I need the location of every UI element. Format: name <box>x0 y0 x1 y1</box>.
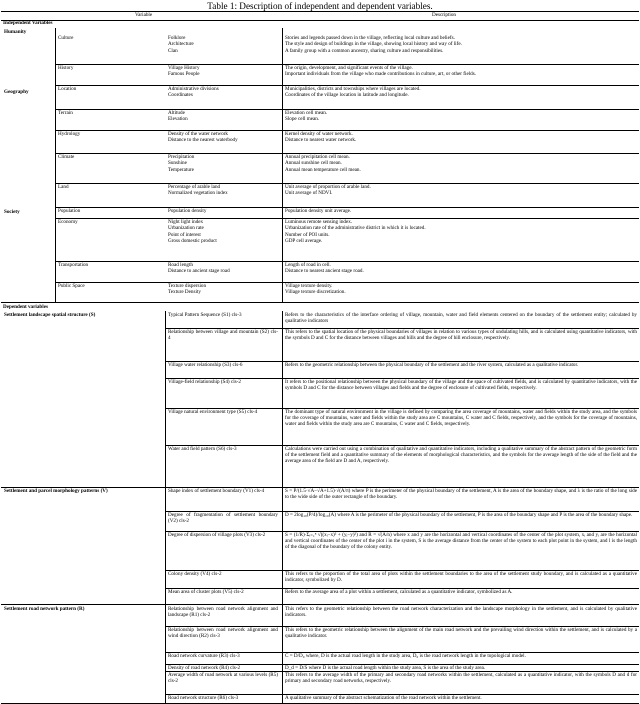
s-name-cell: Village natural environment type (S5) cls-4 <box>168 409 258 415</box>
v-description-cell: S = P/(1.5·√A−√A+1.5)·√(A/π) where P is the perimeter of the physical boundary of the settlement, A is the area of the boundary shape, and λ is the ratio of the long side to the wide side of the outer rectangle of the boundary. <box>285 488 637 501</box>
s-description-cell: It refers to the positional relationship between the physical boundary of the village and the space of cultivated fields, and is calculated by quantitative indicators, with the symbols D and C for the distance between villages and fields and the degree of enclosure of cultivated fields, respectively. <box>285 379 637 392</box>
category-cell: Economy <box>58 219 78 225</box>
variable-cell: Elevation <box>168 116 188 123</box>
variable-cell: Coordinates <box>168 92 193 99</box>
section-s-group: Settlement landscape spatial structure (S) <box>4 312 96 318</box>
variable-cell: Distance to the nearest waterbody <box>168 137 238 144</box>
variable-cell: Urbanization rate <box>168 225 204 232</box>
r-name-cell: Density of road network (R4) cls-2 <box>168 665 241 671</box>
r-description-cell: D_d = D/S where D is the actual road length within the study area, S is the area of the study area. <box>285 665 486 671</box>
s-name-cell: Water and field pattern (S6) cls-3 <box>168 446 237 452</box>
category-cell: Population <box>58 208 81 214</box>
r-name-cell: Relationship between road network alignment and wind direction (R2) cls-3 <box>168 627 278 640</box>
r-name-cell: Average width of road network at various levels (R5) cls-2 <box>168 672 278 685</box>
rule-top <box>1 11 639 12</box>
variable-cell: Altitude <box>168 110 185 116</box>
variable-cell: Gross domestic product <box>168 237 217 244</box>
description-cell: Unit average of proportion of arable land. <box>285 184 371 190</box>
section-geography: Geography <box>4 89 29 95</box>
variable-cell: Temperature <box>168 166 194 173</box>
description-cell: Distance to nearest ancient stage road. <box>285 268 364 275</box>
category-cell: History <box>58 65 74 71</box>
description-cell: The origin, development, and significant events of the village. <box>285 65 413 71</box>
row-divider <box>55 261 639 262</box>
v-name-cell: Shape index of settlement boundary (V1) cls-4 <box>168 488 265 494</box>
s-name-cell: Village-field relationship (S4) cls-2 <box>168 379 241 385</box>
r-name-cell: Relationship between road network alignment and landscape (R1) cls-2 <box>168 606 278 619</box>
variable-cell: Texture dispersion <box>168 283 207 289</box>
r-name-cell: Road network curvature (R3) cls-3 <box>168 653 240 659</box>
variable-cell: Density of the water network <box>168 131 228 137</box>
s-name-cell: Typical Pattern Sequence (S1) cls-3 <box>168 312 242 318</box>
variable-cell: Population density <box>168 208 207 214</box>
description-cell: Annual mean temperature cell mean. <box>285 166 361 173</box>
variable-cell: Point of interest <box>168 231 201 238</box>
s-name-cell: Village water relationship (S3) cls-6 <box>168 362 243 368</box>
category-cell: Transportation <box>58 262 89 268</box>
description-cell: Municipalities, districts and townships where villages are located. <box>285 86 421 92</box>
variable-cell: Clan <box>168 47 178 54</box>
variable-cell: Normalized vegetation index <box>168 190 228 197</box>
divider-dependent <box>165 311 166 703</box>
description-cell: Kernel density of water network. <box>285 131 353 137</box>
header-variable: Variable <box>135 12 153 18</box>
group-divider <box>1 604 639 605</box>
category-cell: Public Space <box>58 283 85 289</box>
table-caption: Table 1: Description of independent and dependent variables. <box>207 1 433 11</box>
description-cell: Village texture discretization. <box>285 289 346 296</box>
category-cell: Climate <box>58 154 75 160</box>
rule-bottom <box>1 703 639 704</box>
v-name-cell: Degree of fragmentation of settlement boundary (V2) cls-2 <box>168 512 278 525</box>
description-cell: Annual sunshine cell mean. <box>285 160 342 167</box>
variable-cell: Percentage of arable land <box>168 184 221 190</box>
description-cell: The style and design of buildings in the village, showing local history and way of life. <box>285 41 462 48</box>
header-description: Description <box>432 12 456 18</box>
r-description-cell: This refers to the geometric relationship between the alignment of the main road network and the prevailing wind direction within the settlement, and is calculated by a qualitative indicator. <box>285 627 637 640</box>
row-divider <box>55 109 639 110</box>
r-description-cell: A qualitative summary of the abstract schematization of the road network within the settlement. <box>285 695 482 701</box>
description-cell: Luminous remote sensing index. <box>285 219 353 225</box>
r-name-cell: Road network structure (R6) cls-3 <box>168 695 239 701</box>
v-description-cell: D = 2log₁₀(P/4)/log₁₀(A) where A is the perimeter of the physical boundary of the settlement, P is the area of the boundary shape and P is the area of the boundary shape. <box>285 512 633 518</box>
variable-cell: Folklore <box>168 35 186 41</box>
v-description-cell: Refers to the average area of a plot within a settlement, calculated as a quantitative indicator, symbolized as A. <box>285 589 513 595</box>
variable-cell: Architecture <box>168 41 194 48</box>
row-divider <box>55 282 639 283</box>
r-description-cell: This refers to the average width of the primary and secondary road networks within the settlement, calculated as a quantitative indicator, with the symbols D and d for primary and secondary road networks, respectively. <box>285 672 637 685</box>
s-description-cell: This refers to the spatial location of the physical boundaries of villages in relation to various types of undulating hills, and is calculated using quantitative indicators, with the symbols D and C for the distance between villages and hills and the degree of hill enclosure, respectively. <box>285 329 637 342</box>
section-society: Society <box>4 209 20 215</box>
variable-cell: Precipitation <box>168 154 195 160</box>
variable-cell: Village History <box>168 65 200 71</box>
variable-cell: Famous People <box>168 71 200 78</box>
divider-dependent-desc <box>282 311 283 703</box>
description-cell: Population density unit average. <box>285 208 352 214</box>
description-cell: Length of road in cell. <box>285 262 331 268</box>
category-cell: Location <box>58 86 77 92</box>
s-description-cell: Refers to the characteristics of the interface ordering of village, mountain, water and field elements centered on the boundary of the settlement entity; calculated by qualitative indicators <box>285 312 637 325</box>
section-humanity: Humanity <box>4 29 27 35</box>
description-cell: Urbanization rate of the administrative district in which it is located. <box>285 225 426 232</box>
category-cell: Land <box>58 184 69 190</box>
description-cell: Slope cell mean. <box>285 116 320 123</box>
description-cell: Coordinates of the village location in latitude and longitude. <box>285 92 409 99</box>
description-cell: Number of POI units. <box>285 231 330 238</box>
category-cell: Hydrology <box>58 131 81 137</box>
description-cell: GDP cell average. <box>285 237 323 244</box>
variable-cell: Night light index <box>168 219 204 225</box>
rule-independent-end <box>1 302 639 303</box>
section-dependent: Dependent variables <box>3 304 48 310</box>
v-description-cell: This refers to the proportion of the total area of plots within the settlement boundaries to the area of the settlement study boundary, and is calculated as a quantitative indicator, symbolized by D. <box>285 571 637 584</box>
r-description-cell: C = D/D₀ where, D is the actual road length in the study area, D₀ is the road network length in the topological model. <box>285 653 526 659</box>
s-description-cell: Refers to the geometric relationship between the physical boundary of the settlement and the river system, calculated as a qualitative indicator. <box>285 362 579 368</box>
variable-cell: Distance to ancient stage road <box>168 268 230 275</box>
category-cell: Terrain <box>58 110 73 116</box>
description-cell: Distance to nearest water network. <box>285 137 357 144</box>
r-description-cell: This refers to the geometric relationship between the road network characterization and the landscape morphology in the settlement, and is calculated by qualitative indicators. <box>285 606 637 619</box>
description-cell: Elevation cell mean. <box>285 110 328 116</box>
description-cell: Village texture density. <box>285 283 333 289</box>
description-cell: Important individuals from the village who made contributions in culture, art, or other fields. <box>285 71 477 78</box>
s-description-cell: Calculations were carried out using a combination of qualitative and quantitative indicators, including a qualitative summary of the abstract pattern of the geometric form of the settlement field and a quantitative summary of the elements of morphological characteristics, and the symbols for the average length of the side of the field and the average area of the field are D and A, respectively. <box>285 446 637 465</box>
variable-cell: Texture Density <box>168 289 201 296</box>
rule-header <box>1 20 639 21</box>
description-cell: Unit average of NDVI. <box>285 190 333 197</box>
section-v-group: Settlement and parcel morphology patterns (V) <box>4 488 108 494</box>
variable-cell: Administrative divisions <box>168 86 219 92</box>
description-cell: Stories and legends passed down in the village, reflecting local culture and beliefs. <box>285 35 455 41</box>
v-name-cell: Degree of dispersion of village plots (V3) cls-2 <box>168 532 266 538</box>
section-r-group: Settlement road network pattern (R) <box>4 606 85 612</box>
section-independent: Independent Variables <box>3 20 53 26</box>
description-cell: A family group with a common ancestry, sharing culture and responsibilities. <box>285 47 444 54</box>
category-cell: Culture <box>58 35 74 41</box>
s-description-cell: The dominant type of natural environment in the village is defined by comparing the area coverage of mountains, water and fields within the study area, and the symbols for the coverage of mountains, water and fields within the study area are C mountains, C water and C fields, respectively, and the symbols for the coverage of mountains, water and fields within the study area are C mountains, C water and C fields, respectively. <box>285 409 637 428</box>
v-name-cell: Colony density (V4) cls-2 <box>168 571 222 577</box>
s-name-cell: Relationship between village and mountain (S2) cls-4 <box>168 329 278 342</box>
description-cell: Annual precipitation cell mean. <box>285 154 350 160</box>
variable-cell: Road length <box>168 262 193 268</box>
v-name-cell: Mean area of cluster plots (V5) cls-2 <box>168 589 244 595</box>
v-description-cell: S = (1/R)·Σᵢ₌₁ⁿ √((xᵢ−x)² + (yᵢ−y)²) and R = √(A/n) where x and y are the horizontal and vertical coordinates of the center of the plot system, xᵢ and yᵢ are the horizontal and vertical coordinates of the center of the plot i in the system, S is the average distance from the center of the system to each plot point in the system, and l is the length of the diagonal of the boundary of the colony entity. <box>285 532 637 551</box>
variable-cell: Sunshine <box>168 160 187 167</box>
